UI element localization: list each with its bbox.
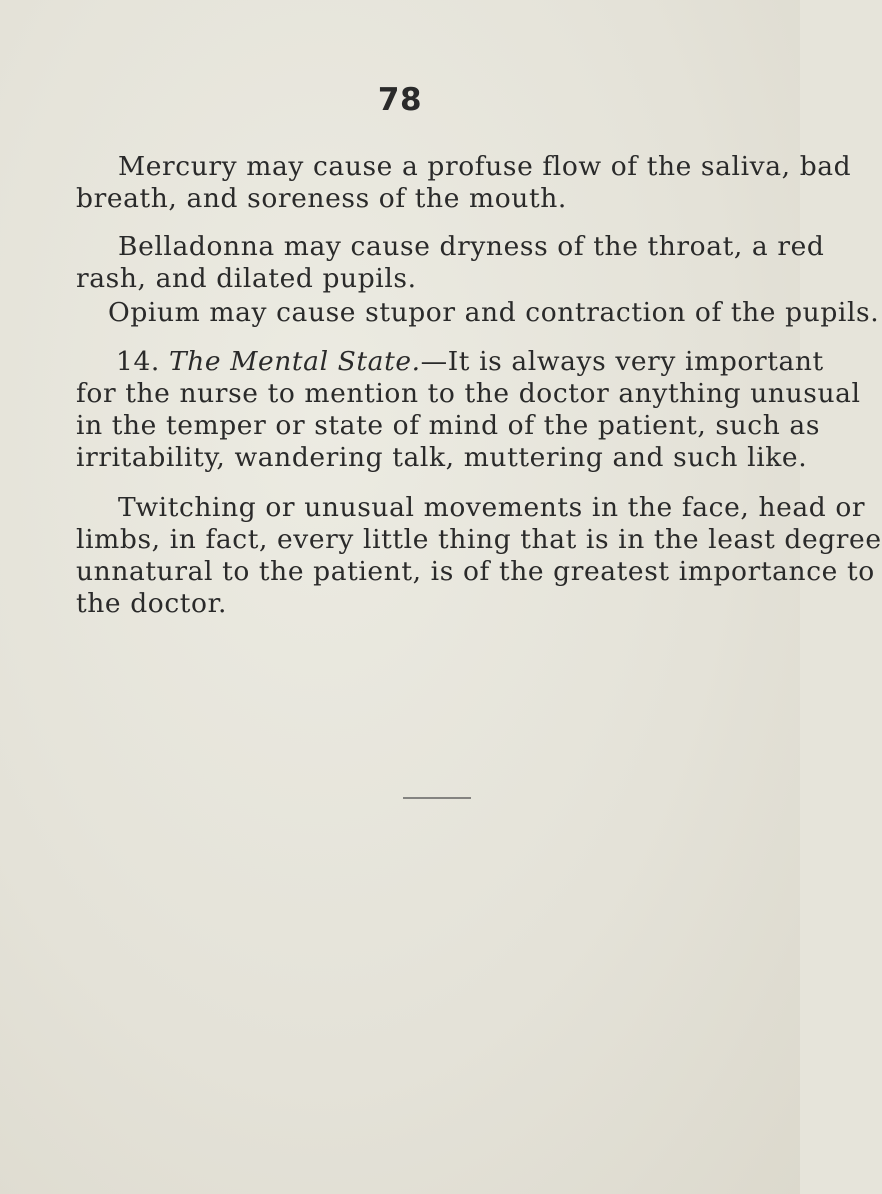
text-line: rash, and dilated pupils.	[76, 263, 417, 294]
section-number: 14.	[116, 346, 160, 377]
text-line: Opium may cause stupor and contraction of the pupils.	[108, 297, 880, 328]
section-intro: —It is always very important	[420, 346, 824, 377]
page-number: 78	[377, 82, 423, 118]
text-line: breath, and soreness of the mouth.	[76, 183, 567, 214]
text-line: Twitching or unusual movements in the face, head or	[118, 492, 866, 523]
text-line: in the temper or state of mind of the patient, such as	[76, 410, 821, 441]
text-line: Mercury may cause a profuse flow of the saliva, bad	[118, 151, 852, 182]
section-divider	[403, 797, 471, 799]
text-line: unnatural to the patient, is of the greatest importance to	[76, 556, 875, 587]
text-line: limbs, in fact, every little thing that is in the least degree	[76, 524, 882, 555]
section-title: The Mental State.	[168, 346, 421, 377]
text-line: the doctor.	[76, 588, 227, 619]
text-line: irritability, wandering talk, muttering and such like.	[76, 442, 808, 473]
text-line: for the nurse to mention to the doctor anything unusual	[76, 378, 861, 409]
text-line: Belladonna may cause dryness of the throat, a red	[118, 231, 825, 262]
section-heading-line	[116, 346, 824, 378]
